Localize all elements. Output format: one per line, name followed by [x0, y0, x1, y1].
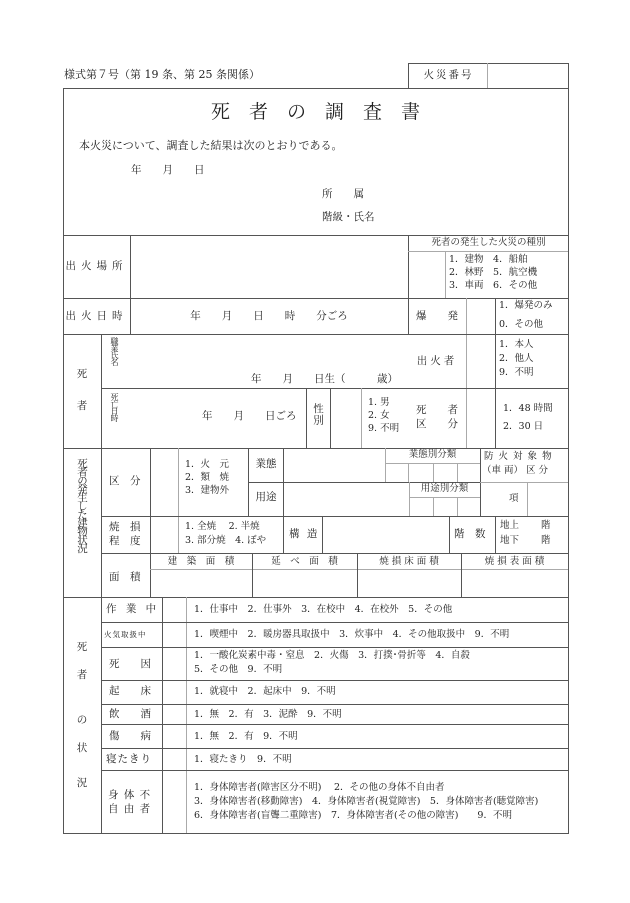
fire-type-option: 1．建物 4．船舶: [449, 254, 528, 265]
use-field[interactable]: [284, 483, 409, 515]
working-options: 1．仕事中 2．仕事外 3．在校中 4．在校外 5．その他: [194, 604, 453, 615]
fire-number-label: 火災番号: [423, 69, 474, 81]
sex-option: 9. 不明: [368, 423, 400, 434]
disability-field[interactable]: [163, 771, 185, 832]
occupation-name-field[interactable]: [131, 335, 407, 373]
table-rule: [101, 448, 102, 597]
table-rule: [361, 388, 362, 448]
awake-label: 起 床: [109, 685, 151, 697]
report-date[interactable]: 年 月 日: [131, 164, 205, 176]
fire-handling-field[interactable]: [163, 623, 185, 646]
death-class-label: 死 者: [416, 404, 458, 416]
damage-option: 3. 部分焼 4. ぼや: [185, 535, 267, 546]
fire-starter-option: 1．本人: [499, 339, 534, 350]
page-title: 死 者 の 調 査 書: [210, 101, 420, 123]
sex-option: 1. 男: [368, 397, 390, 408]
item-sub-field[interactable]: [528, 483, 567, 515]
use-class-label: 用途別分類: [420, 483, 469, 494]
floors-below-field[interactable]: 地下 階: [500, 535, 551, 546]
status-section-label: 死: [76, 641, 88, 653]
table-rule: [306, 388, 307, 448]
floors-label: 階 数: [454, 528, 486, 540]
fire-handling-label: 火気取扱中: [104, 630, 147, 639]
table-rule: [186, 597, 187, 833]
drinking-field[interactable]: [163, 705, 185, 723]
deceased-label-bottom: 者: [76, 400, 88, 412]
fire-object-label: 防 火 対 象 物: [484, 451, 553, 462]
business-class-label: 業態別分類: [408, 449, 457, 460]
table-rule: [495, 516, 496, 553]
bedridden-options: 1．寝たきり 9．不明: [194, 754, 292, 765]
awake-options: 1．就寝中 2．起床中 9．不明: [194, 686, 336, 697]
awake-field[interactable]: [163, 681, 185, 703]
table-rule: [449, 516, 450, 553]
explosion-option: 0．その他: [499, 319, 544, 330]
explosion-option: 1．爆発のみ: [499, 300, 553, 311]
death-class-option: 1．48 時間: [503, 403, 553, 414]
deceased-label-top: 死: [76, 368, 88, 380]
table-rule: [408, 63, 409, 88]
drinking-options: 1．無 2．有 3．泥酔 9．不明: [194, 709, 342, 720]
fire-number-field[interactable]: [489, 64, 567, 87]
death-datetime-label: 死亡日時: [110, 393, 119, 421]
bedridden-label: 寝たきり: [106, 753, 152, 765]
disability-option: 6．身体障害者(盲聾二重障害) 7．身体障害者(その他の障害) 9．不明: [194, 810, 512, 821]
fire-starter-option: 2．他人: [499, 353, 534, 364]
death-class-option: 2．30 日: [503, 421, 544, 432]
explosion-field[interactable]: [467, 299, 494, 333]
illness-options: 1．無 2．有 9．不明: [194, 731, 298, 742]
death-class-label: 区 分: [416, 418, 458, 430]
item-label: 項: [509, 493, 519, 504]
business-field[interactable]: [284, 449, 384, 481]
bedridden-field[interactable]: [163, 749, 185, 769]
sex-label: 性別: [312, 403, 324, 426]
fire-type-field[interactable]: [409, 252, 444, 297]
status-section-label: 況: [76, 777, 88, 789]
table-rule: [568, 88, 569, 834]
fire-handling-options: 1．喫煙中 2．暖房器具取扱中 3．炊事中 4．その他取扱中 9．不明: [194, 629, 510, 640]
cause-of-death-field[interactable]: [163, 648, 185, 679]
table-rule: [63, 833, 569, 834]
building-area-header: 建 築 面 積: [167, 556, 235, 567]
item-number-field[interactable]: [481, 483, 505, 515]
floors-above-field[interactable]: 地上 階: [500, 520, 551, 531]
fire-starter-option: 9．不明: [499, 367, 534, 378]
sex-option: 2. 女: [368, 410, 390, 421]
fire-starter-field[interactable]: [467, 335, 494, 387]
table-rule: [63, 597, 569, 598]
affiliation-label: 所 属: [322, 188, 364, 200]
death-datetime-field[interactable]: 年 月 日ごろ: [202, 410, 297, 422]
damage-label: 程 度: [109, 535, 141, 547]
fire-type-option: 3．車両 6．その他: [449, 280, 538, 291]
burned-surface-area-header: 焼 損 表 面 積: [484, 556, 545, 567]
category-field[interactable]: [151, 449, 177, 515]
damage-option: 1. 全焼 2. 半焼: [185, 521, 260, 532]
use-label: 用途: [255, 491, 277, 503]
death-class-field[interactable]: [467, 389, 494, 447]
business-class-field[interactable]: [386, 464, 479, 481]
table-rule: [495, 298, 496, 448]
table-rule: [63, 88, 569, 89]
sex-field[interactable]: [331, 389, 360, 447]
table-rule: [445, 251, 446, 298]
disability-option: 1．身体障害者(障害区分不明) 2．その他の身体不自由者: [194, 782, 445, 793]
working-label: 作 業 中: [106, 603, 160, 615]
table-rule: [487, 63, 488, 88]
fire-object-label: （車 両） 区 分: [482, 465, 549, 476]
disability-option: 3．身体障害者(移動障害) 4．身体障害者(視覚障害) 5．身体障害者(聴覚障害): [194, 796, 539, 807]
damage-field[interactable]: [151, 517, 177, 552]
disability-label: 自 由 者: [108, 803, 152, 815]
category-option: 3．建物外: [185, 485, 230, 496]
explosion-label: 爆 発: [416, 310, 458, 322]
rank-name-label: 階級・氏名: [322, 211, 375, 223]
category-label: 区 分: [109, 475, 141, 487]
burned-floor-area-field[interactable]: [358, 570, 460, 596]
burned-surface-area-field[interactable]: [462, 570, 567, 596]
birth-date-field[interactable]: 年 月 日生（ 歳）: [251, 373, 398, 385]
fire-type-option: 2．林野 5．航空機: [449, 267, 538, 278]
fire-datetime-label: 出火日時: [65, 310, 128, 322]
status-section-label: 者: [76, 669, 88, 681]
illness-field[interactable]: [163, 725, 185, 747]
damage-label: 焼 損: [109, 521, 141, 533]
table-rule: [178, 448, 179, 553]
building-section-label: 死者の発生した建物状況: [76, 458, 88, 552]
working-field[interactable]: [163, 598, 185, 621]
area-label: 面 積: [109, 571, 141, 583]
building-area-field[interactable]: [151, 570, 251, 596]
table-rule: [101, 553, 568, 554]
table-rule: [101, 597, 102, 833]
total-floor-area-field[interactable]: [253, 570, 356, 596]
fire-datetime-field[interactable]: 年 月 日 時 分ごろ: [190, 310, 348, 322]
category-option: 1．火 元: [185, 459, 230, 470]
fire-location-label: 出火場所: [65, 260, 128, 272]
cause-of-death-options: 5．その他 9．不明: [194, 664, 283, 675]
status-section-label: 状: [76, 742, 88, 754]
status-section-label: の: [76, 714, 88, 726]
fire-location-field[interactable]: [131, 236, 407, 297]
business-label: 業態: [255, 458, 277, 470]
form-number: 様式第７号（第 19 条、第 25 条関係）: [64, 68, 260, 81]
table-rule: [568, 63, 569, 88]
disability-label: 身 体 不: [108, 789, 152, 801]
cause-of-death-options: 1．一酸化炭素中毒・窒息 2．火傷 3．打撲･骨折等 4．自殺: [194, 650, 470, 661]
cause-of-death-label: 死 因: [109, 658, 151, 670]
occupation-name-label: 職業氏名: [110, 337, 119, 365]
burned-floor-area-header: 焼 損 床 面 積: [379, 556, 439, 567]
structure-field[interactable]: [323, 517, 449, 552]
use-class-field[interactable]: [410, 498, 479, 515]
category-option: 2．類 焼: [185, 472, 230, 483]
fire-type-header: 死者の発生した火災の種別: [431, 237, 546, 248]
illness-label: 傷 病: [109, 730, 151, 742]
total-floor-area-header: 延 べ 面 積: [271, 556, 338, 567]
fire-starter-label: 出火者: [416, 355, 458, 367]
structure-label: 構 造: [289, 528, 320, 540]
drinking-label: 飲 酒: [109, 708, 151, 720]
intro-statement: 本火災について、調査した結果は次のとおりである。: [79, 139, 343, 152]
table-rule: [101, 334, 102, 448]
